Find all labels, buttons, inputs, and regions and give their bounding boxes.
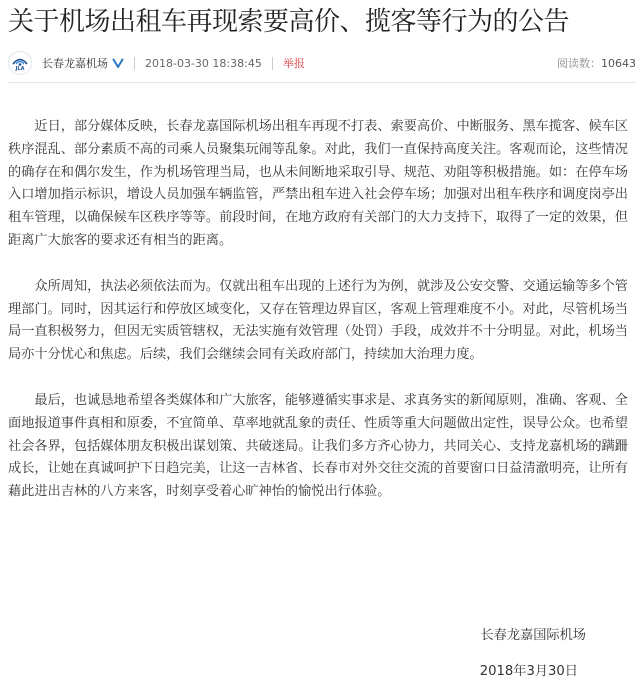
- report-link[interactable]: 举报: [282, 57, 305, 70]
- read-count-label: 阅读数：: [557, 57, 601, 70]
- meta-divider: [134, 57, 135, 70]
- paragraph: 近日，部分媒体反映，长春龙嘉国际机场出租车再现不打表、索要高价、中断服务、黑车揽客、候车区秩序混乱、部分素质不高的司乘人员聚集玩闹等乱象。对此，我们一直保持高度关注。客观而论，这些情况的确存在和偶尔发生，作为机场管理当局，也从未间断地采取引导、规范、劝阻等积极措施。如：在停车场入口增加指示标识，增设人员加强车辆监管，严禁出租车进入社会停车场；加强对出租车秩序和调度岗亭出租车管理，以确保候车区秩序等等。前段时间，在地方政府有关部门的大力支持下，取得了一定的效果，但距离广大旅客的要求还有相当的距离。: [8, 119, 628, 248]
- airport-logo-icon: [12, 55, 28, 67]
- signature-org: 长春龙嘉国际机场: [480, 628, 586, 643]
- verified-v-icon: [112, 57, 124, 69]
- article-body: [8, 116, 628, 527]
- avatar[interactable]: [8, 51, 32, 75]
- read-count-value: 10643: [601, 57, 636, 70]
- avatar-text: JLA: [15, 65, 25, 72]
- paragraph: 最后，也诚恳地希望各类媒体和广大旅客，能够遵循实事求是、求真务实的新闻原则，准确、客观、全面地报道事件真相和原委，不宜简单、草率地就乱象的责任、性质等重大问题做出定性，误导公众。也希望社会各界，包括媒体朋友积极出谋划策、共破迷局。让我们多方齐心协力，共同关心、支持龙嘉机场的蹒跚成长，让她在真诚呵护下日趋完美，让这一吉林省、长春市对外交往交流的首要窗口日益清澈明亮，让所有藉此进出吉林的八方来客，时刻享受着心旷神怡的愉悦出行体验。: [8, 392, 628, 500]
- signature-date: 2018年3月30日: [479, 664, 578, 679]
- publish-date: 2018-03-30 18:38:45: [145, 56, 262, 70]
- author-name[interactable]: 长春龙嘉机场: [42, 57, 108, 70]
- paragraph: 众所周知，执法必须依法而为。仅就出租车出现的上述行为为例，就涉及公安交警、交通运输等多个管理部门。同时，因其运行和停放区域变化，又存在管理边界盲区，客观上管理难度不小。对此，尽管机场当局一直积极努力，但因无实质管辖权，无法实施有效管理（处罚）手段，成效并不十分明显。对此，机场当局亦十分忧心和焦虑。后续，我们会继续会同有关政府部门，持续加大治理力度。: [8, 278, 628, 363]
- header-divider: [8, 82, 636, 83]
- article-meta: [8, 50, 636, 76]
- read-count: [557, 55, 636, 71]
- page-title: 关于机场出租车再现索要高价、揽客等行为的公告: [8, 7, 570, 37]
- meta-divider: [272, 57, 273, 70]
